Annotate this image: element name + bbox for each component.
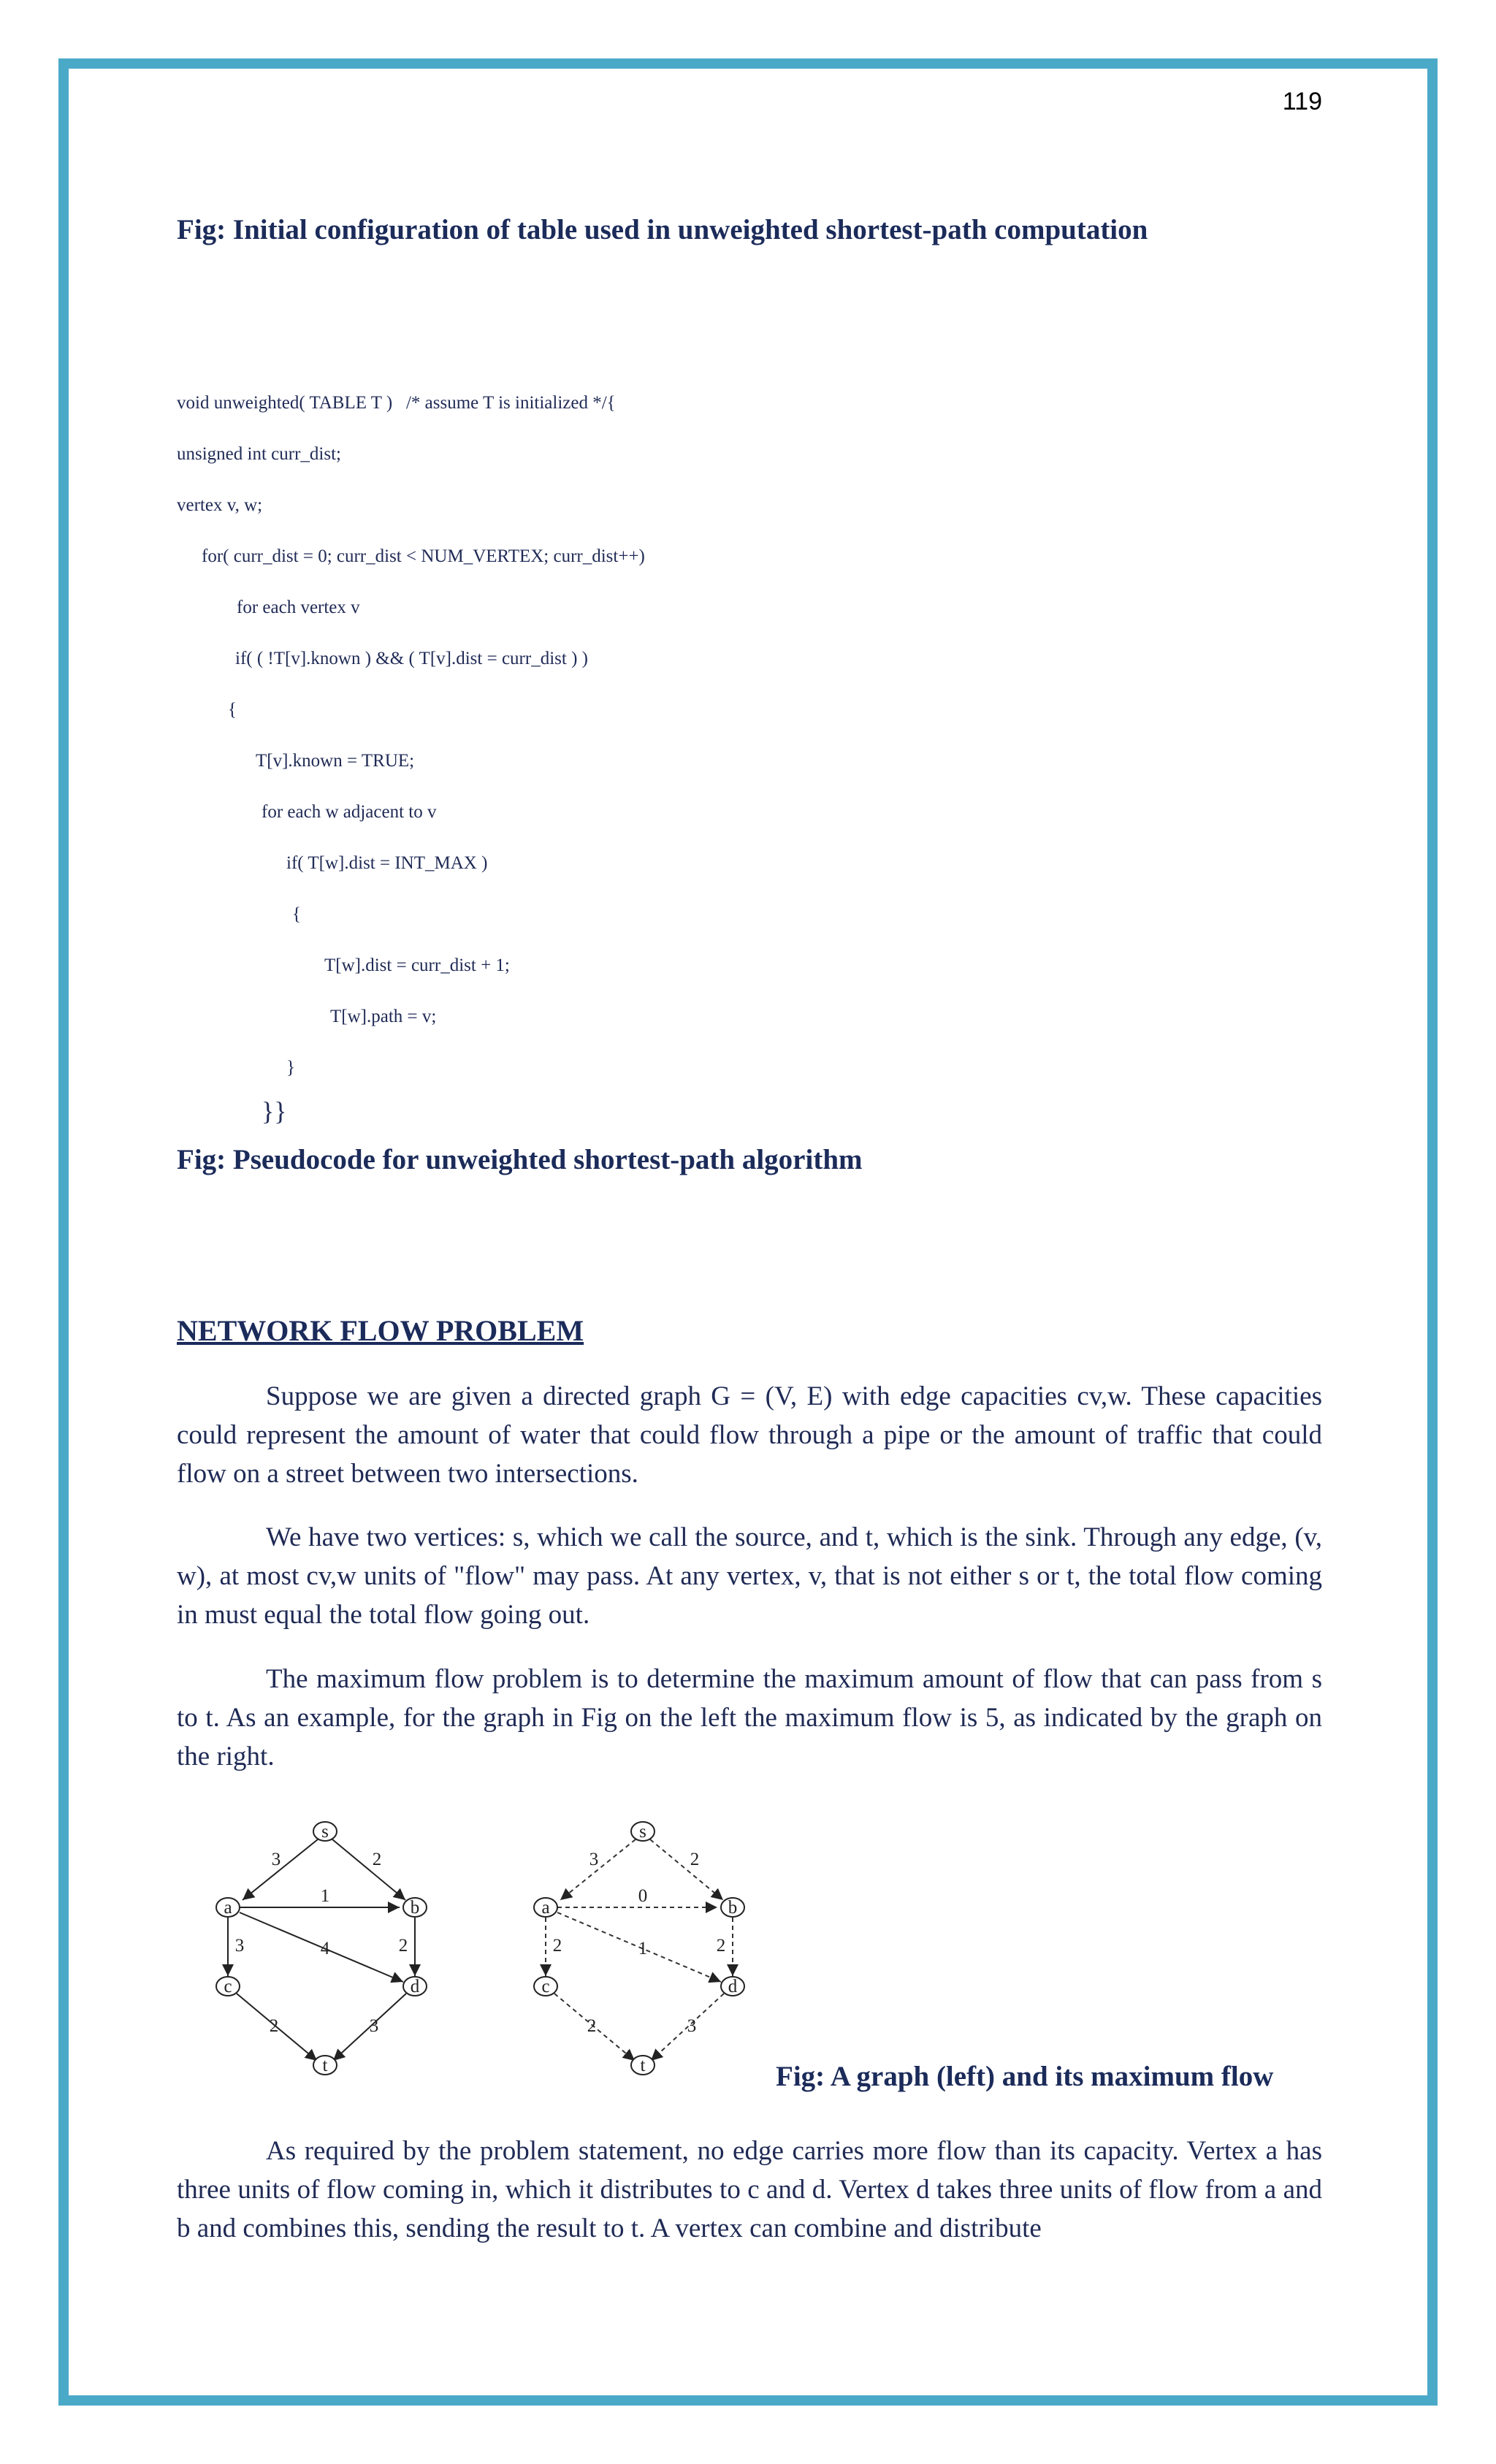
paragraph: The maximum flow problem is to determine the maximum amount of flow that can pass from s to t. As an example, for the graph in Fig on the left the maximum flow is 5, as indicated by the graph on the right. [177, 1664, 1322, 1771]
edge-label: 3 [687, 2016, 697, 2036]
edge-label: 1 [320, 1886, 330, 1906]
edge-label: 2 [269, 2016, 279, 2036]
node-label: a [224, 1898, 232, 1918]
code-line: for each vertex v [237, 598, 360, 617]
graph-caption: Fig: A graph (left) and its maximum flow [776, 2061, 1274, 2092]
edge-label: 1 [638, 1939, 648, 1958]
graph-edge [650, 1839, 723, 1900]
node-label: d [410, 1977, 420, 1996]
code-line: T[w].path = v; [330, 1007, 437, 1026]
graph-edge [243, 1839, 318, 1900]
edge-label: 2 [587, 2016, 597, 2036]
node-label: c [541, 1977, 550, 1996]
edge-label: 3 [271, 1850, 281, 1869]
node-label: t [640, 2056, 646, 2075]
code-line: for each w adjacent to v [262, 802, 437, 822]
edge-label: 2 [716, 1936, 726, 1956]
fig-pseudocode-caption: Fig: Pseudocode for unweighted shortest-path algorithm [177, 1144, 863, 1175]
graph-edge [560, 1839, 636, 1900]
code-line: for( curr_dist = 0; curr_dist < NUM_VERTEX; curr_dist++) [202, 546, 645, 566]
edge-label: 2 [552, 1936, 562, 1956]
edge-label: 4 [320, 1939, 330, 1958]
code-line: }} [262, 1096, 287, 1126]
max-flow-graph [522, 1808, 778, 2100]
node-label: d [728, 1977, 738, 1996]
paragraph: Suppose we are given a directed graph G = (V, E) with edge capacities cv,w. These capacities could represent the amount of water that could flow through a pipe or the amount of traffic that could flow on a street between two intersections. [177, 1381, 1322, 1489]
node-label: s [639, 1822, 646, 1842]
code-line: if( ( !T[v].known ) && ( T[v].dist = curr_dist ) ) [235, 649, 588, 668]
node-label: a [541, 1898, 550, 1918]
edge-label: 3 [369, 2016, 379, 2036]
edge-label: 0 [638, 1886, 648, 1906]
paragraph: As required by the problem statement, no edge carries more flow than its capacity. Vertex a has three units of flow coming in, which it distributes to c and d. Vertex d takes three units of flow from a and b and combines this, sending the result to t. A vertex can combine and distribute [177, 2136, 1322, 2243]
edge-label: 3 [234, 1936, 245, 1956]
node-label: b [410, 1898, 420, 1918]
edge-label: 2 [690, 1850, 700, 1869]
page-number: 119 [1282, 88, 1322, 115]
code-line: T[w].dist = curr_dist + 1; [324, 956, 510, 975]
paragraph: We have two vertices: s, which we call the source, and t, which is the sink. Through any edge, (v, w), at most cv,w units of "flow" may pass. At any vertex, v, that is not either s or t, the total flow coming in must equal the total flow going out. [177, 1522, 1322, 1630]
code-line: { [228, 700, 237, 720]
capacity-graph [205, 1808, 460, 2100]
edge-label: 2 [372, 1850, 382, 1869]
code-line: vertex v, w; [177, 495, 263, 515]
node-label: c [224, 1977, 232, 1996]
code-line: unsigned int curr_dist; [177, 444, 341, 464]
node-label: b [728, 1898, 738, 1918]
code-line: { [292, 904, 301, 924]
fig-table-caption: Fig: Initial configuration of table used in unweighted shortest-path computation [177, 214, 1148, 245]
node-label: s [321, 1822, 329, 1842]
edge-label: 3 [589, 1850, 599, 1869]
graph-edge [332, 1839, 405, 1900]
code-line: T[v].known = TRUE; [256, 751, 415, 771]
section-heading: NETWORK FLOW PROBLEM [177, 1314, 584, 1347]
code-line: void unweighted( TABLE T ) /* assume T is initialized */{ [177, 393, 616, 413]
edge-label: 2 [398, 1936, 408, 1956]
code-line: if( T[w].dist = INT_MAX ) [286, 853, 488, 873]
node-label: t [322, 2056, 328, 2075]
code-line: } [286, 1058, 295, 1077]
